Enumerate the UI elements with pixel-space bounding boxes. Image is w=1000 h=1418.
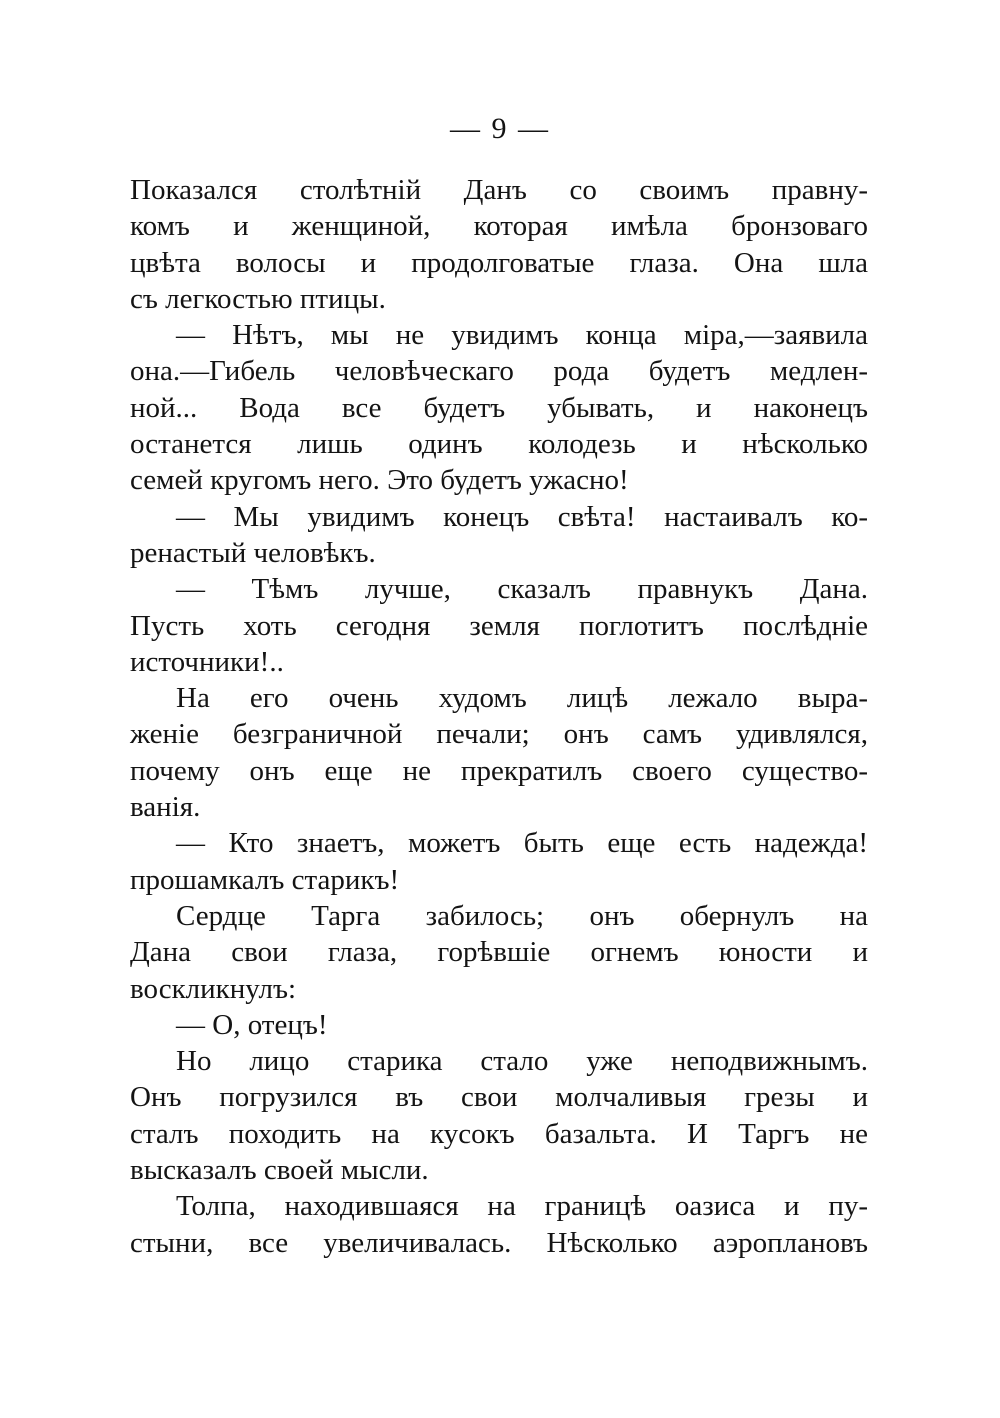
text-line: Но лицо старика стало уже неподвижнымъ. [176, 1045, 868, 1078]
text-line: семей кругомъ него. Это будетъ ужасно! [130, 464, 629, 497]
text-line: сталъ походить на кусокъ базальта. И Таргъ не [130, 1117, 868, 1150]
text-line: Дана свои глаза, горѣвшіе огнемъ юности и [130, 936, 868, 969]
text-line: воскликнулъ: [130, 972, 297, 1005]
page-number: — 9 — [450, 112, 550, 145]
text-line: Толпа, находившаяся на границѣ оазиса и пу- [176, 1190, 868, 1223]
text-line: она.—Гибель человѣческаго рода будетъ медлен- [130, 355, 868, 388]
text-line: — Нѣтъ, мы не увидимъ конца міра,—заявила [176, 319, 868, 352]
text-line: Показался столѣтній Данъ со своимъ правну- [130, 174, 868, 206]
text-line: прошамкалъ старикъ! [130, 863, 400, 896]
text-line: женіе безграничной печали; онъ самъ удивлялся, [130, 718, 868, 751]
body-text [130, 172, 868, 1261]
text-line: Онъ погрузился въ свои молчаливыя грезы и [130, 1081, 868, 1114]
text-line: почему онъ еще не прекратилъ своего существо- [130, 754, 868, 787]
text-line: высказалъ своей мысли. [130, 1154, 429, 1187]
text-line: — Мы увидимъ конецъ свѣта! настаивалъ ко- [176, 500, 868, 533]
text-line: — Кто знаетъ, можетъ быть еще есть надежда! [176, 827, 868, 860]
text-line: ренастый человѣкъ. [130, 536, 376, 569]
text-line: На его очень худомъ лицѣ лежало выра- [176, 682, 868, 715]
text-line: цвѣта волосы и продолговатые глаза. Она шла [130, 246, 868, 279]
text-line: источники!.. [130, 645, 284, 678]
text-line: стыни, все увеличивалась. Нѣсколько аэроплановъ [130, 1226, 868, 1259]
text-line: ной... Вода все будетъ убывать, и наконецъ [130, 391, 868, 424]
text-line: Сердце Тарга забилось; онъ обернулъ на [176, 899, 868, 932]
text-line: останется лишь одинъ колодезь и нѣсколько [130, 428, 868, 461]
text-line: комъ и женщиной, которая имѣла бронзоваго [130, 210, 868, 243]
text-line: — О, отецъ! [176, 1008, 328, 1041]
text-line: ванія. [130, 791, 201, 824]
text-line: — Тѣмъ лучше, сказалъ правнукъ Дана. [176, 573, 868, 606]
text-line: съ легкостью птицы. [130, 282, 386, 315]
text-line: Пусть хоть сегодня земля поглотитъ послѣдніе [130, 609, 868, 642]
